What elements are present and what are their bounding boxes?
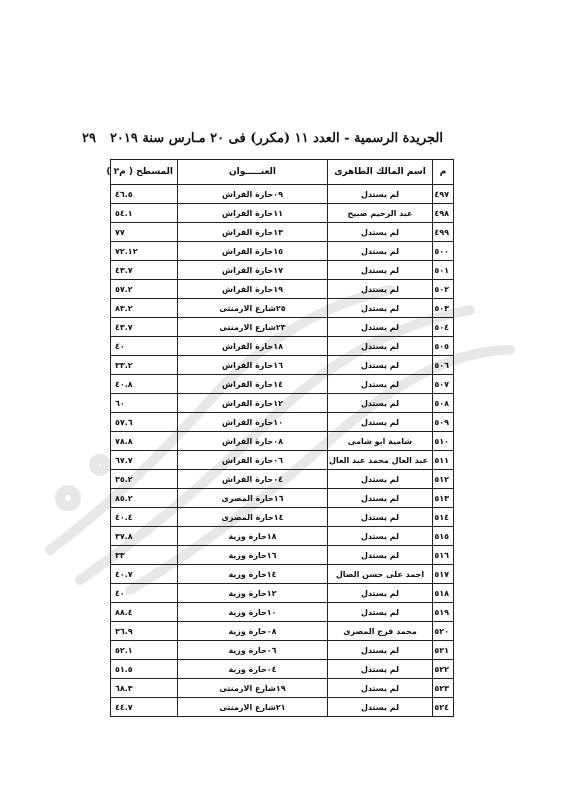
address-cell: ١٥حارة الفراش — [178, 242, 328, 261]
row-number-cell: ٥٠٠ — [433, 242, 454, 261]
address-cell: ١٧حارة الفراش — [178, 261, 328, 280]
address-cell: ٢١شارع الارمنتى — [178, 698, 328, 717]
address-cell: ١٤حارة المصرى — [178, 508, 328, 527]
owner-name-cell: لم يستدل — [328, 394, 433, 413]
row-number-cell: ٥١٤ — [433, 508, 454, 527]
area-cell: ٤٠.٧ — [111, 565, 178, 584]
row-number-cell: ٥٠٥ — [433, 337, 454, 356]
table-row — [111, 508, 454, 527]
owner-name-cell: لم يستدل — [328, 261, 433, 280]
owner-name-cell: لم يستدل — [328, 584, 433, 603]
address-cell: ١٢حارة الفراش — [178, 394, 328, 413]
owner-name-cell: لم يستدل — [328, 223, 433, 242]
table-row — [111, 337, 454, 356]
owner-name-cell: احمد على حسن الصال — [328, 565, 433, 584]
table-row — [111, 565, 454, 584]
owner-name-cell: لم يستدل — [328, 546, 433, 565]
column-header-address: العنـــــوان — [178, 160, 328, 185]
table-row — [111, 318, 454, 337]
address-cell: ١٦حارة الفراش — [178, 356, 328, 375]
area-cell: ٥١.٥ — [111, 660, 178, 679]
address-cell: ١٠حارة الفراش — [178, 413, 328, 432]
area-cell: ٤٠ — [111, 337, 178, 356]
area-cell: ٤٣.٧ — [111, 318, 178, 337]
table-row — [111, 223, 454, 242]
table-row — [111, 451, 454, 470]
owner-name-cell: لم يستدل — [328, 280, 433, 299]
table-row — [111, 299, 454, 318]
table-row — [111, 470, 454, 489]
area-cell: ٥٢.١ — [111, 641, 178, 660]
table-row — [111, 603, 454, 622]
address-cell: ١٦حارة وزية — [178, 546, 328, 565]
row-number-cell: ٥٠٤ — [433, 318, 454, 337]
row-number-cell: ٥١٦ — [433, 546, 454, 565]
table-row — [111, 527, 454, 546]
owner-name-cell: لم يستدل — [328, 413, 433, 432]
owner-name-cell: لم يستدل — [328, 489, 433, 508]
address-cell: ٠٦حارة الفراش — [178, 451, 328, 470]
row-number-cell: ٥١٧ — [433, 565, 454, 584]
table-row — [111, 356, 454, 375]
table-row — [111, 242, 454, 261]
address-cell: ٠٨حارة الفراش — [178, 432, 328, 451]
column-header-owner: اسم المالك الظاهرى — [328, 160, 433, 185]
owner-name-cell: لم يستدل — [328, 660, 433, 679]
row-number-cell: ٥١١ — [433, 451, 454, 470]
area-cell: ٤٦.٥ — [111, 185, 178, 204]
address-cell: ٠٤حارة وزية — [178, 660, 328, 679]
area-cell: ٥٧.٦ — [111, 413, 178, 432]
row-number-cell: ٥١٨ — [433, 584, 454, 603]
table-row — [111, 280, 454, 299]
owner-name-cell: لم يستدل — [328, 242, 433, 261]
owner-name-cell: لم يستدل — [328, 698, 433, 717]
address-cell: ٠٤حارة الفراش — [178, 470, 328, 489]
address-cell: ١٨حارة الفراش — [178, 337, 328, 356]
area-cell: ٣٧.٨ — [111, 527, 178, 546]
address-cell: ١٩حارة الفراش — [178, 280, 328, 299]
row-number-cell: ٥٠٣ — [433, 299, 454, 318]
owner-name-cell: لم يستدل — [328, 508, 433, 527]
table-row — [111, 546, 454, 565]
row-number-cell: ٥٢٢ — [433, 660, 454, 679]
row-number-cell: ٤٩٧ — [433, 185, 454, 204]
area-cell: ٣٣ — [111, 546, 178, 565]
area-cell: ٧٢.١٢ — [111, 242, 178, 261]
area-cell: ٣٥.٢ — [111, 470, 178, 489]
row-number-cell: ٥٠٢ — [433, 280, 454, 299]
owner-name-cell: لم يستدل — [328, 603, 433, 622]
table-body — [111, 185, 454, 717]
owner-name-cell: لم يستدل — [328, 356, 433, 375]
address-cell: ٢٥شارع الارمنتى — [178, 299, 328, 318]
address-cell: ١٤حارة الفراش — [178, 375, 328, 394]
area-cell: ٨٨.٤ — [111, 603, 178, 622]
row-number-cell: ٥٠٩ — [433, 413, 454, 432]
table-row — [111, 375, 454, 394]
page-number: ٢٩ — [81, 130, 96, 146]
owner-name-cell: عبد الرحيم صبيح — [328, 204, 433, 223]
owner-name-cell: شامية ابو شامى — [328, 432, 433, 451]
row-number-cell: ٥٠٧ — [433, 375, 454, 394]
row-number-cell: ٥١٢ — [433, 470, 454, 489]
row-number-cell: ٤٩٨ — [433, 204, 454, 223]
area-cell: ٤٠ — [111, 584, 178, 603]
row-number-cell: ٥١٥ — [433, 527, 454, 546]
address-cell: ٢٣شارع الارمنتى — [178, 318, 328, 337]
row-number-cell: ٥٠٦ — [433, 356, 454, 375]
address-cell: ٠٨حارة وزية — [178, 622, 328, 641]
owner-name-cell: لم يستدل — [328, 318, 433, 337]
area-cell: ٦٨.٣ — [111, 679, 178, 698]
address-cell: ١٩شارع الارمنتى — [178, 679, 328, 698]
area-cell: ٥٧.٢ — [111, 280, 178, 299]
area-cell: ٤٤.٧ — [111, 698, 178, 717]
row-number-cell: ٥٢٠ — [433, 622, 454, 641]
owner-name-cell: لم يستدل — [328, 679, 433, 698]
column-header-number: م — [433, 160, 454, 185]
area-cell: ٨٣.٢ — [111, 299, 178, 318]
area-cell: ٤٠.٨ — [111, 375, 178, 394]
address-cell: ١٤حارة وزية — [178, 565, 328, 584]
area-cell: ٨٥.٢ — [111, 489, 178, 508]
property-register-table — [106, 159, 454, 717]
owner-name-cell: لم يستدل — [328, 375, 433, 394]
row-number-cell: ٥٢٣ — [433, 679, 454, 698]
column-header-area: المسطح ( م٢ ) — [111, 160, 178, 185]
owner-name-cell: لم يستدل — [328, 527, 433, 546]
table-row — [111, 413, 454, 432]
area-cell: ٧٧ — [111, 223, 178, 242]
area-cell: ٣٦.٩ — [111, 622, 178, 641]
area-cell: ٣٣.٢ — [111, 356, 178, 375]
owner-name-cell: عبد العال محمد عبد العال — [328, 451, 433, 470]
address-cell: ١١حارة الفراش — [178, 204, 328, 223]
table-row — [111, 584, 454, 603]
area-cell: ٤٣.٧ — [111, 261, 178, 280]
table-row — [111, 261, 454, 280]
table-row — [111, 679, 454, 698]
address-cell: ٠٦حارة وزية — [178, 641, 328, 660]
address-cell: ١٦حارة المصرى — [178, 489, 328, 508]
address-cell: ١٣حارة الفراش — [178, 223, 328, 242]
table-row — [111, 394, 454, 413]
address-cell: ١٢حارة وزية — [178, 584, 328, 603]
gazette-header-title: الجريدة الرسمية - العدد ١١ (مكرر) فى ٢٠ مـارس سنة ٢٠١٩ — [109, 130, 443, 146]
area-cell: ٤٠.٤ — [111, 508, 178, 527]
address-cell: ١٨حارة وزية — [178, 527, 328, 546]
row-number-cell: ٥١٩ — [433, 603, 454, 622]
table-row — [111, 432, 454, 451]
table-row — [111, 641, 454, 660]
row-number-cell: ٥٠٨ — [433, 394, 454, 413]
area-cell: ٥٤.١ — [111, 204, 178, 223]
table-row — [111, 204, 454, 223]
owner-name-cell: لم يستدل — [328, 641, 433, 660]
area-cell: ٦٧.٧ — [111, 451, 178, 470]
owner-name-cell: لم يستدل — [328, 299, 433, 318]
table-row — [111, 622, 454, 641]
page-header — [81, 128, 443, 148]
table-row — [111, 489, 454, 508]
area-cell: ٧٨.٨ — [111, 432, 178, 451]
table-row — [111, 698, 454, 717]
table-row — [111, 185, 454, 204]
address-cell: ١٠حارة وزية — [178, 603, 328, 622]
table-row — [111, 660, 454, 679]
table-header-row — [111, 160, 454, 185]
row-number-cell: ٥١٠ — [433, 432, 454, 451]
owner-name-cell: محمد فرج المصرى — [328, 622, 433, 641]
owner-name-cell: لم يستدل — [328, 337, 433, 356]
row-number-cell: ٥٢١ — [433, 641, 454, 660]
row-number-cell: ٤٩٩ — [433, 223, 454, 242]
owner-name-cell: لم يستدل — [328, 470, 433, 489]
owner-name-cell: لم يستدل — [328, 185, 433, 204]
area-cell: ٦٠ — [111, 394, 178, 413]
row-number-cell: ٥٢٤ — [433, 698, 454, 717]
address-cell: ٠٩حارة الفراش — [178, 185, 328, 204]
row-number-cell: ٥١٣ — [433, 489, 454, 508]
row-number-cell: ٥٠١ — [433, 261, 454, 280]
